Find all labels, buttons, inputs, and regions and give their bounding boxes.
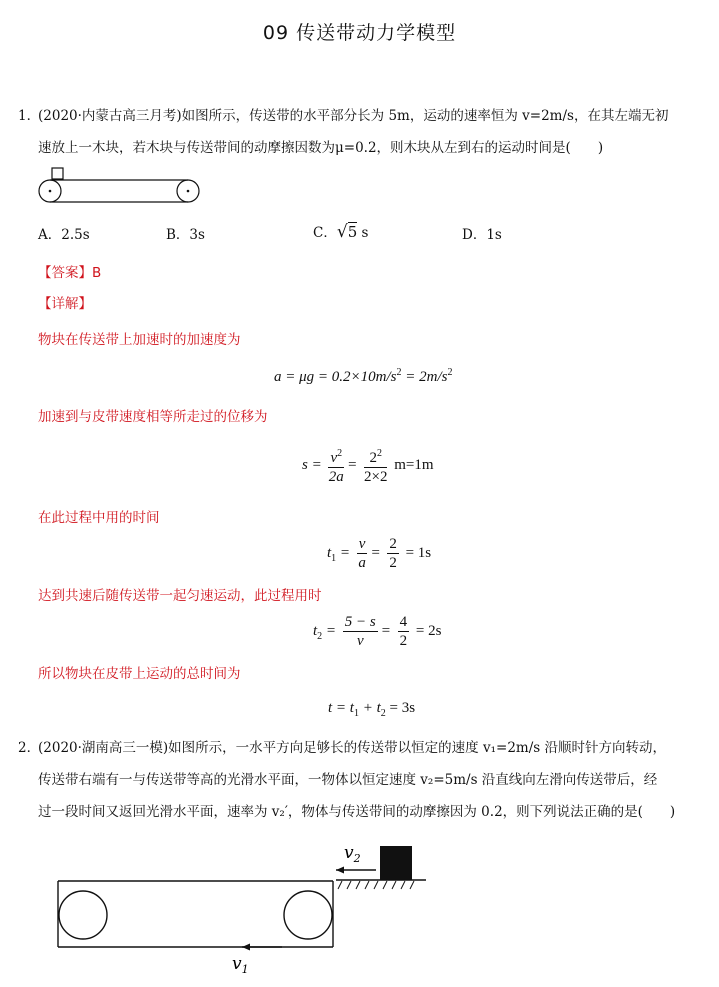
q1-option-a: A．2.5s [38, 227, 90, 243]
q1-step-5: 所以物块在皮带上运动的总时间为 [38, 666, 241, 682]
q1-eq-time2: $t_2$ = $\frac{5 - s}{v}$ = $\frac{4}{2}$ = 2s [313, 614, 442, 649]
q1-number: 1． [18, 108, 41, 124]
q1-line1: (2020·内蒙古高三月考)如图所示，传送带的水平部分长为 5m，运动的速率恒为 v=2m/s，在其左端无初 [38, 108, 669, 124]
q1-eq-displacement: s = $\frac{v^2}{2a}$ = $\frac{2^2}{2\times 2}$ m=1m [302, 445, 434, 486]
q1-conveyor-diagram [36, 166, 206, 206]
q1-block [52, 168, 63, 179]
q2-left-roller [59, 891, 107, 939]
q2-right-roller [284, 891, 332, 939]
q1-step-4: 达到共速后随传送带一起匀速运动，此过程用时 [38, 588, 322, 604]
q2-number: 2． [18, 740, 41, 756]
q2-line1: (2020·湖南高三一模)如图所示，一水平方向足够长的传送带以恒定的速度 v₁=2m/s 沿顺时针方向转动， [38, 740, 666, 756]
q1-option-b: B．3s [166, 227, 205, 243]
page-title: 09 传送带动力学模型 [262, 22, 457, 44]
q1-step-3: 在此过程中用的时间 [38, 510, 160, 526]
q1-option-d: D．1s [462, 227, 502, 243]
q1-step-1: 物块在传送带上加速时的加速度为 [38, 332, 241, 348]
q1-eq-acceleration: $a = \mu g = 0.2\times 10m/s^2 = 2m/s^2$ [274, 367, 453, 385]
q1-line2: 速放上一木块，若木块与传送带间的动摩擦因数为μ=0.2，则木块从左到右的运动时间是( ) [38, 140, 604, 156]
q2-block [380, 846, 412, 880]
q2-conveyor-diagram [50, 838, 440, 978]
q1-eq-time1: $t_1$ = $\frac{v}{a}$ = $\frac{2}{2}$ = 1s [327, 536, 432, 571]
q1-detail-heading: 【详解】 [38, 296, 92, 312]
q2-v2-label: $v_2$ [344, 843, 361, 865]
q1-option-c: C．√5 s [313, 222, 369, 242]
q1-eq-total-time: $t = t_1 + t_2 = 3s$ [328, 700, 416, 719]
q2-v1-label: $v_1$ [232, 954, 249, 976]
q2-line3: 过一段时间又返回光滑水平面，速率为 v₂′，物体与传送带间的动摩擦因为 0.2，则下列说法正确的是( ) [38, 804, 676, 820]
q1-step-2: 加速到与皮带速度相等所走过的位移为 [38, 409, 268, 425]
q2-surface-hatch [338, 881, 414, 889]
q1-answer: 【答案】B [38, 265, 102, 281]
q2-line2: 传送带右端有一与传送带等高的光滑水平面，一物体以恒定速度 v₂=5m/s 沿直线向左滑向传送带后，经 [38, 772, 658, 788]
